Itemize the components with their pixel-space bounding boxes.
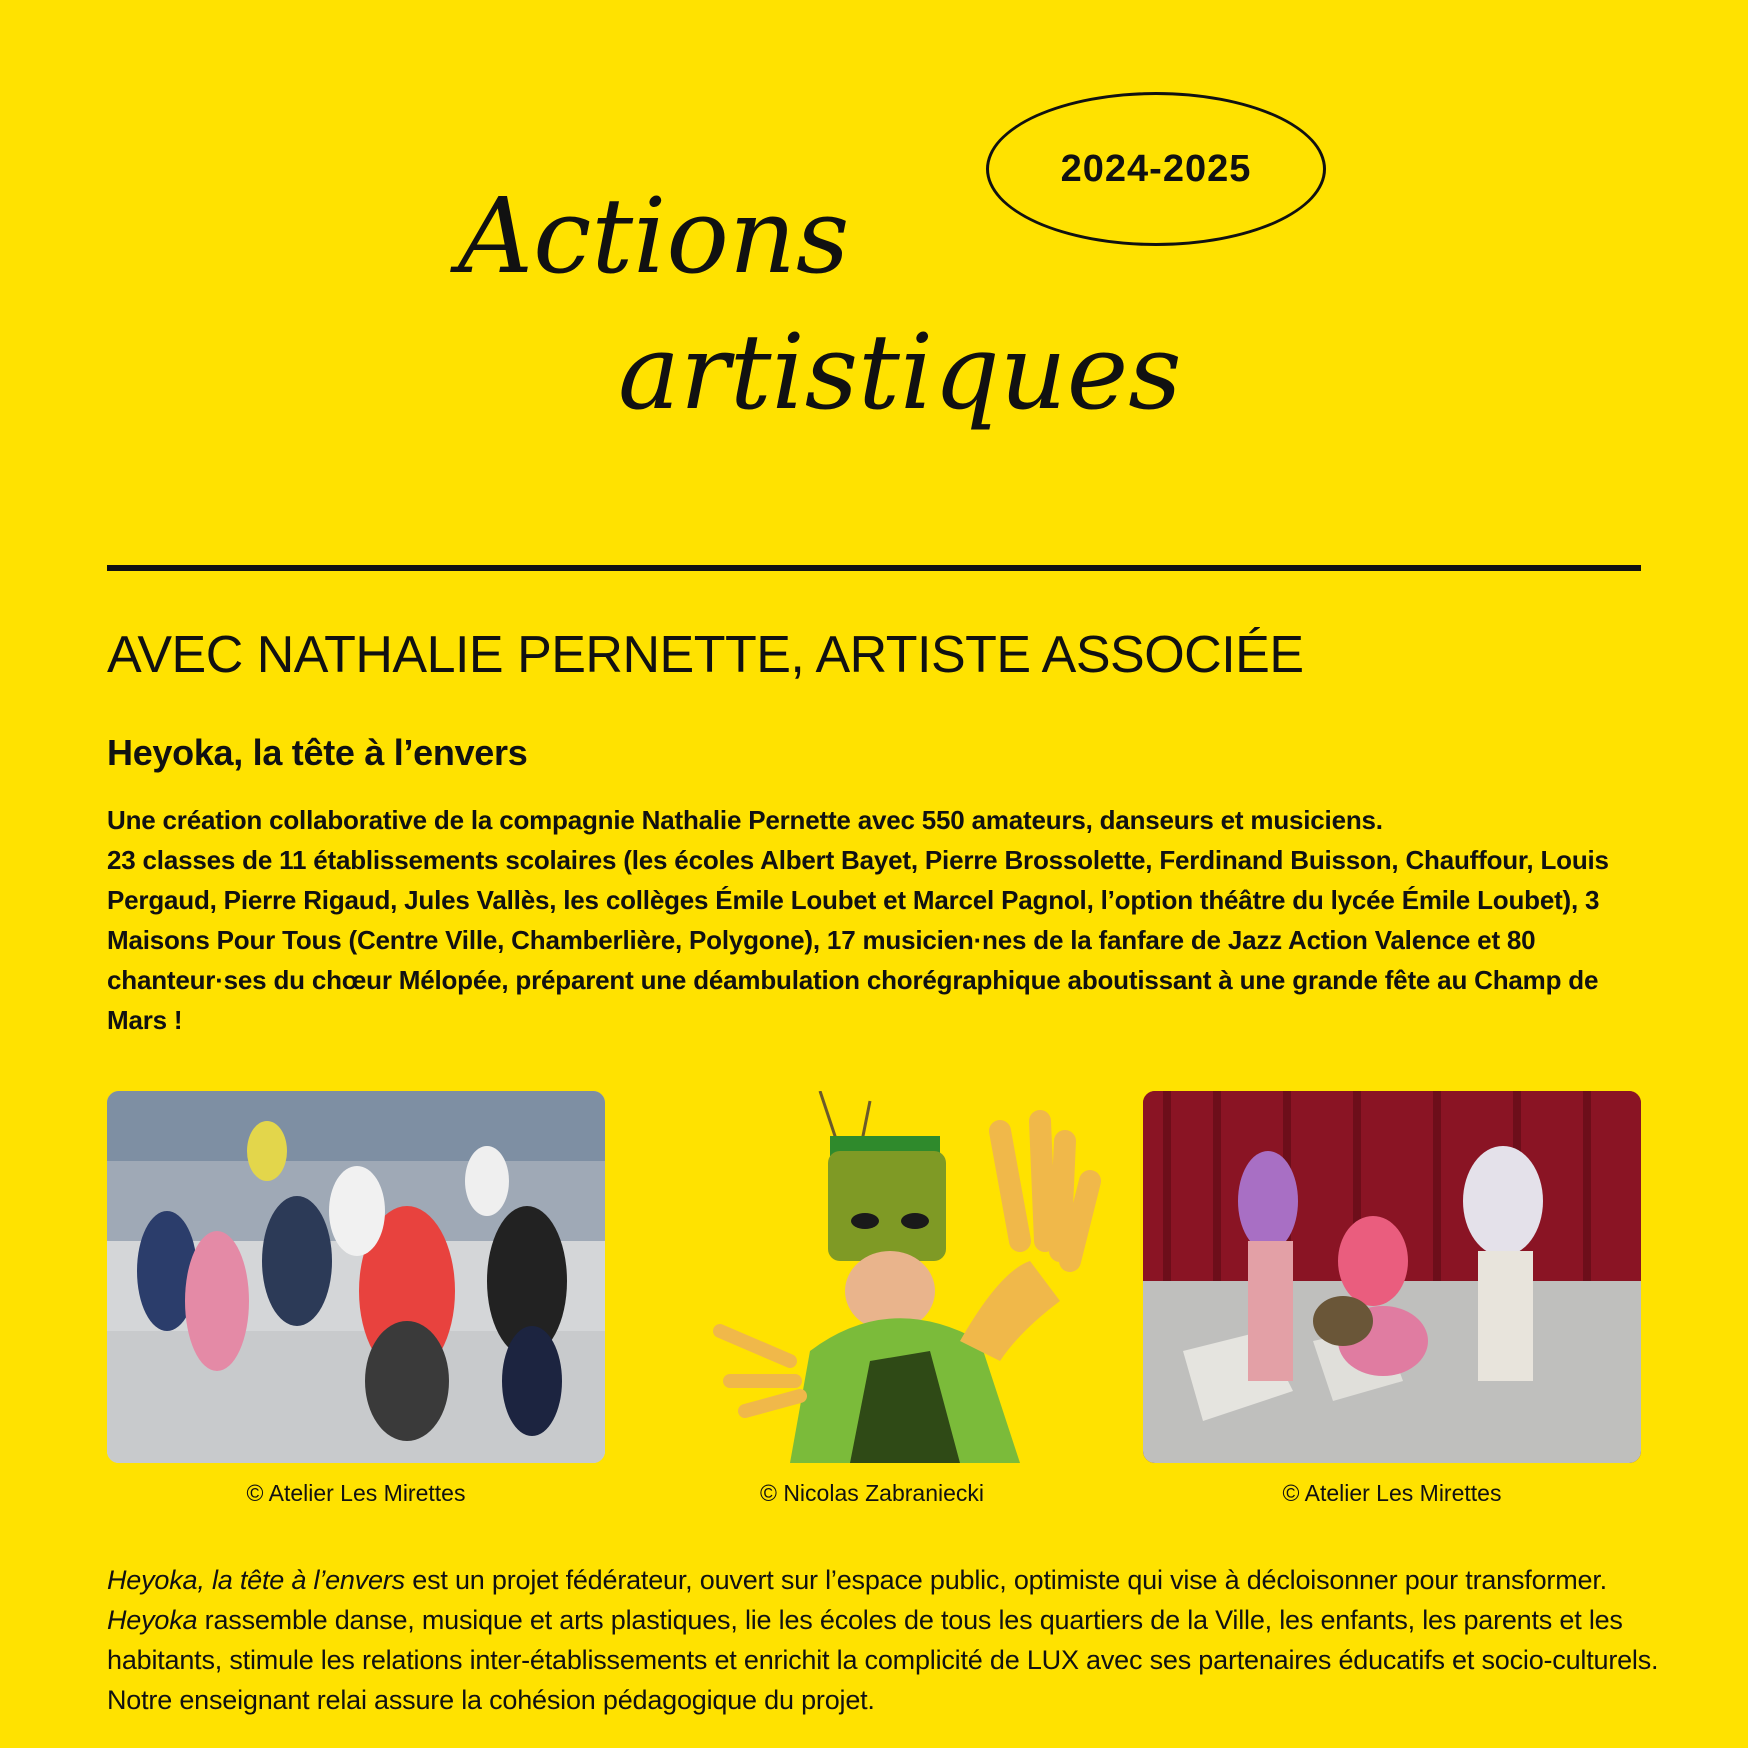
photo-caption: © Nicolas Zabraniecki bbox=[759, 1480, 985, 1506]
year-badge bbox=[986, 92, 1326, 246]
year-label: 2024-2025 bbox=[1060, 147, 1252, 190]
description-text: rassemble danse, musique et arts plastiques, lie les écoles de tous les quartiers de la Ville, les enfants, les parents et les habitants, stimule les relations inter-établissements et enrichit la complicité de LUX avec ses partenaires éducatifs et socio-culturels. Notre enseignant relai assure la cohésion pédagogique du projet. bbox=[107, 1605, 1659, 1715]
intro-line-1: Une création collaborative de la compagnie Nathalie Pernette avec 550 amateurs, danseurs et musiciens. bbox=[107, 805, 1383, 835]
divider bbox=[107, 565, 1641, 571]
photo-caption: © Atelier Les Mirettes bbox=[246, 1480, 466, 1506]
project-intro bbox=[107, 800, 1627, 1040]
page-title-line-1: Actions bbox=[458, 175, 850, 297]
page-title-line-2: artistiques bbox=[618, 311, 1182, 433]
photo-masked-child bbox=[700, 1091, 1124, 1463]
photo-stage-children bbox=[1143, 1091, 1641, 1463]
photo-dance-workshop bbox=[107, 1091, 605, 1463]
description-text: est un projet fédérateur, ouvert sur l’espace public, optimiste qui vise à décloisonner pour transformer. bbox=[404, 1565, 1607, 1595]
photo-caption: © Atelier Les Mirettes bbox=[1282, 1480, 1502, 1506]
project-description bbox=[107, 1560, 1667, 1720]
section-heading: AVEC NATHALIE PERNETTE, ARTISTE ASSOCIÉE bbox=[107, 626, 1304, 684]
description-italic-name: Heyoka bbox=[107, 1605, 198, 1635]
project-title: Heyoka, la tête à l’envers bbox=[107, 732, 528, 773]
description-italic-title: Heyoka, la tête à l’envers bbox=[107, 1565, 405, 1595]
intro-rest: 23 classes de 11 établissements scolaires (les écoles Albert Bayet, Pierre Brossolette, Ferdinand Buisson, Chauffour, Louis Pergaud, Pierre Rigaud, Jules Vallès, les collèges Émile Loubet et Marcel Pagnol, l’option théâtre du lycée Émile Loubet), 3 Maisons Pour Tous (Centre Ville, Chamberlière, Polygone), 17 musicien·nes de la fanfare de Jazz Action Valence et 80 chanteur·ses du chœur Mélopée, préparent une déambulation chorégraphique aboutissant à une grande fête au Champ de Mars ! bbox=[107, 845, 1609, 1035]
